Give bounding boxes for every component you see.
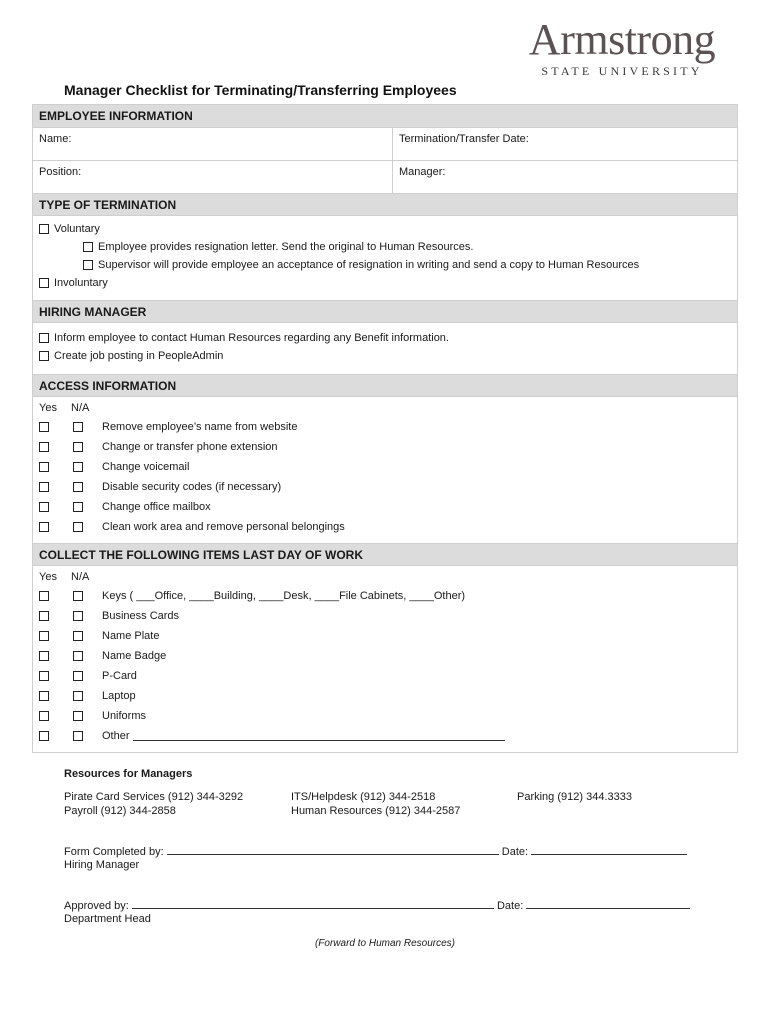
collect-na-checkbox[interactable] xyxy=(73,691,83,701)
access-yes-cell xyxy=(39,462,73,472)
access-yes-cell xyxy=(39,482,73,492)
armstrong-logo xyxy=(512,15,732,79)
completed-date-label: Date: xyxy=(501,846,529,858)
resources-col-2 xyxy=(291,790,517,818)
collect-block xyxy=(33,565,737,752)
completed-by-line xyxy=(64,845,687,859)
collect-item xyxy=(39,586,731,606)
access-item xyxy=(39,437,731,457)
collect-item xyxy=(39,726,731,746)
its-helpdesk-contact: ITS/Helpdesk (912) 344-2518 xyxy=(291,791,436,803)
access-yes-cell xyxy=(39,522,73,532)
collect-na-cell xyxy=(73,611,102,621)
approved-by-label: Approved by: xyxy=(64,900,129,912)
access-yes-checkbox[interactable] xyxy=(39,522,49,532)
termination-date-field[interactable] xyxy=(393,128,737,160)
access-yes-checkbox[interactable] xyxy=(39,502,49,512)
access-item xyxy=(39,497,731,517)
resignation-letter-option xyxy=(39,238,731,256)
collect-yes-cell xyxy=(39,591,73,601)
collect-item xyxy=(39,626,731,646)
access-na-checkbox[interactable] xyxy=(73,502,83,512)
employee-info-heading: EMPLOYEE INFORMATION xyxy=(33,105,737,127)
employee-row-2 xyxy=(33,160,737,193)
employee-row-1 xyxy=(33,127,737,160)
access-yes-cell xyxy=(39,442,73,452)
access-yes-cell xyxy=(39,422,73,432)
collect-na-checkbox[interactable] xyxy=(73,611,83,621)
collect-yes-checkbox[interactable] xyxy=(39,591,49,601)
access-na-cell xyxy=(73,462,102,472)
resources-col-1 xyxy=(64,790,291,818)
access-item-label: Disable security codes (if necessary) xyxy=(102,481,282,493)
collect-na-cell xyxy=(73,651,102,661)
approved-by-line xyxy=(64,899,690,913)
completed-date-field[interactable] xyxy=(531,845,687,855)
collect-column-headers xyxy=(39,568,731,586)
collect-yes-cell xyxy=(39,611,73,621)
resources-heading: Resources for Managers xyxy=(64,768,193,780)
completed-by-block xyxy=(64,845,687,872)
access-yes-cell xyxy=(39,502,73,512)
involuntary-checkbox[interactable] xyxy=(39,278,49,288)
collect-yes-checkbox[interactable] xyxy=(39,611,49,621)
access-item-label: Change office mailbox xyxy=(102,501,211,513)
collect-na-cell xyxy=(73,731,102,741)
human-resources-contact: Human Resources (912) 344-2587 xyxy=(291,805,461,817)
access-block xyxy=(33,396,737,543)
collect-yes-checkbox[interactable] xyxy=(39,731,49,741)
termination-date-label: Termination/Transfer Date: xyxy=(399,133,529,145)
access-item xyxy=(39,417,731,437)
collect-yes-checkbox[interactable] xyxy=(39,691,49,701)
collect-yes-cell xyxy=(39,671,73,681)
collect-item-label: Other xyxy=(102,730,130,742)
collect-na-checkbox[interactable] xyxy=(73,731,83,741)
parking-contact: Parking (912) 344.3333 xyxy=(517,791,632,803)
benefit-info-label: Inform employee to contact Human Resources regarding any Benefit information. xyxy=(54,332,449,344)
job-posting-checkbox[interactable] xyxy=(39,351,49,361)
acceptance-checkbox[interactable] xyxy=(83,260,93,270)
name-label: Name: xyxy=(39,133,72,145)
collect-na-checkbox[interactable] xyxy=(73,671,83,681)
hiring-manager-block xyxy=(33,322,737,374)
access-yes-checkbox[interactable] xyxy=(39,462,49,472)
access-na-checkbox[interactable] xyxy=(73,462,83,472)
collect-item-label: P-Card xyxy=(102,670,137,682)
collect-item-label: Keys ( ___Office, ____Building, ____Desk, ____File Cabinets, ____Other) xyxy=(102,590,466,602)
collect-item xyxy=(39,606,731,626)
voluntary-checkbox[interactable] xyxy=(39,224,49,234)
involuntary-label: Involuntary xyxy=(54,277,108,289)
access-item xyxy=(39,477,731,497)
collect-na-cell xyxy=(73,691,102,701)
approved-date-field[interactable] xyxy=(526,899,690,909)
approved-date-label: Date: xyxy=(496,900,524,912)
collect-na-checkbox[interactable] xyxy=(73,591,83,601)
approved-by-block xyxy=(64,899,690,926)
checklist-form xyxy=(32,104,738,753)
footer-note: (Forward to Human Resources) xyxy=(314,938,456,949)
access-heading: ACCESS INFORMATION xyxy=(33,374,737,396)
access-na-checkbox[interactable] xyxy=(73,482,83,492)
access-yes-checkbox[interactable] xyxy=(39,442,49,452)
access-item-label: Change or transfer phone extension xyxy=(102,441,278,453)
access-item-label: Clean work area and remove personal belongings xyxy=(102,521,345,533)
collect-yes-checkbox[interactable] xyxy=(39,631,49,641)
payroll-contact: Payroll (912) 344-2858 xyxy=(64,805,176,817)
access-na-cell xyxy=(73,502,102,512)
position-label: Position: xyxy=(39,166,82,178)
collect-yes-checkbox[interactable] xyxy=(39,651,49,661)
name-field[interactable] xyxy=(33,128,393,160)
collect-yes-cell xyxy=(39,691,73,701)
collect-na-cell xyxy=(73,711,102,721)
collect-yes-cell xyxy=(39,711,73,721)
department-head-role: Department Head xyxy=(64,913,151,925)
collect-yes-cell xyxy=(39,651,73,661)
job-posting-label: Create job posting in PeopleAdmin xyxy=(54,350,224,362)
collect-na-cell xyxy=(73,631,102,641)
job-posting-option xyxy=(39,347,731,365)
collect-na-cell xyxy=(73,671,102,681)
position-field[interactable] xyxy=(33,161,393,193)
collect-yes-header: Yes xyxy=(39,571,57,583)
involuntary-option xyxy=(39,274,731,292)
logo-wordmark: Armstrong xyxy=(528,15,716,64)
termination-block xyxy=(33,215,737,300)
collect-item-label: Business Cards xyxy=(102,610,180,622)
resources-grid xyxy=(64,790,724,818)
collect-item-label: Uniforms xyxy=(102,710,147,722)
resources-section xyxy=(64,768,724,818)
collect-na-checkbox[interactable] xyxy=(73,651,83,661)
collect-na-header: N/A xyxy=(71,571,90,583)
collect-other-field[interactable] xyxy=(133,731,505,741)
access-item-label: Change voicemail xyxy=(102,461,190,473)
collect-yes-checkbox[interactable] xyxy=(39,711,49,721)
resignation-letter-checkbox[interactable] xyxy=(83,242,93,252)
access-na-cell xyxy=(73,482,102,492)
access-item-label: Remove employee’s name from website xyxy=(102,421,298,433)
access-yes-header: Yes xyxy=(39,402,57,414)
completed-by-label: Form Completed by: xyxy=(64,846,164,858)
collect-item xyxy=(39,706,731,726)
acceptance-label: Supervisor will provide employee an acceptance of resignation in writing and send a copy to Human Resources xyxy=(98,259,640,271)
collect-item-label: Name Plate xyxy=(102,630,160,642)
collect-list xyxy=(39,586,731,746)
access-na-checkbox[interactable] xyxy=(73,442,83,452)
access-na-cell xyxy=(73,522,102,532)
completed-by-signature-field[interactable] xyxy=(167,845,499,855)
collect-na-checkbox[interactable] xyxy=(73,711,83,721)
collect-yes-cell xyxy=(39,731,73,741)
collect-yes-checkbox[interactable] xyxy=(39,671,49,681)
access-column-headers xyxy=(39,399,731,417)
access-item xyxy=(39,517,731,537)
approved-by-signature-field[interactable] xyxy=(132,899,494,909)
manager-label: Manager: xyxy=(399,166,446,178)
collect-item xyxy=(39,666,731,686)
collect-heading: COLLECT THE FOLLOWING ITEMS LAST DAY OF WORK xyxy=(33,543,737,565)
collect-na-cell xyxy=(73,591,102,601)
acceptance-option xyxy=(39,256,731,274)
access-yes-checkbox[interactable] xyxy=(39,422,49,432)
collect-item-label: Laptop xyxy=(102,690,136,702)
access-na-checkbox[interactable] xyxy=(73,422,83,432)
page-title: Manager Checklist for Terminating/Transferring Employees xyxy=(64,82,457,98)
access-na-cell xyxy=(73,442,102,452)
hiring-manager-role: Hiring Manager xyxy=(64,859,140,871)
manager-field[interactable] xyxy=(393,161,737,193)
pirate-card-contact: Pirate Card Services (912) 344-3292 xyxy=(64,791,244,803)
access-yes-checkbox[interactable] xyxy=(39,482,49,492)
voluntary-option xyxy=(39,220,731,238)
benefit-info-checkbox[interactable] xyxy=(39,333,49,343)
access-list xyxy=(39,417,731,537)
resources-col-3 xyxy=(517,790,632,818)
resignation-letter-label: Employee provides resignation letter. Send the original to Human Resources. xyxy=(98,241,474,253)
benefit-info-option xyxy=(39,329,731,347)
collect-na-checkbox[interactable] xyxy=(73,631,83,641)
collect-item-label: Name Badge xyxy=(102,650,167,662)
termination-heading: TYPE OF TERMINATION xyxy=(33,193,737,215)
collect-item xyxy=(39,686,731,706)
access-item xyxy=(39,457,731,477)
collect-yes-cell xyxy=(39,631,73,641)
collect-item xyxy=(39,646,731,666)
hiring-manager-heading: HIRING MANAGER xyxy=(33,300,737,322)
access-na-header: N/A xyxy=(71,402,90,414)
access-na-checkbox[interactable] xyxy=(73,522,83,532)
voluntary-label: Voluntary xyxy=(54,223,100,235)
logo-subtitle: STATE UNIVERSITY xyxy=(541,64,703,78)
access-na-cell xyxy=(73,422,102,432)
